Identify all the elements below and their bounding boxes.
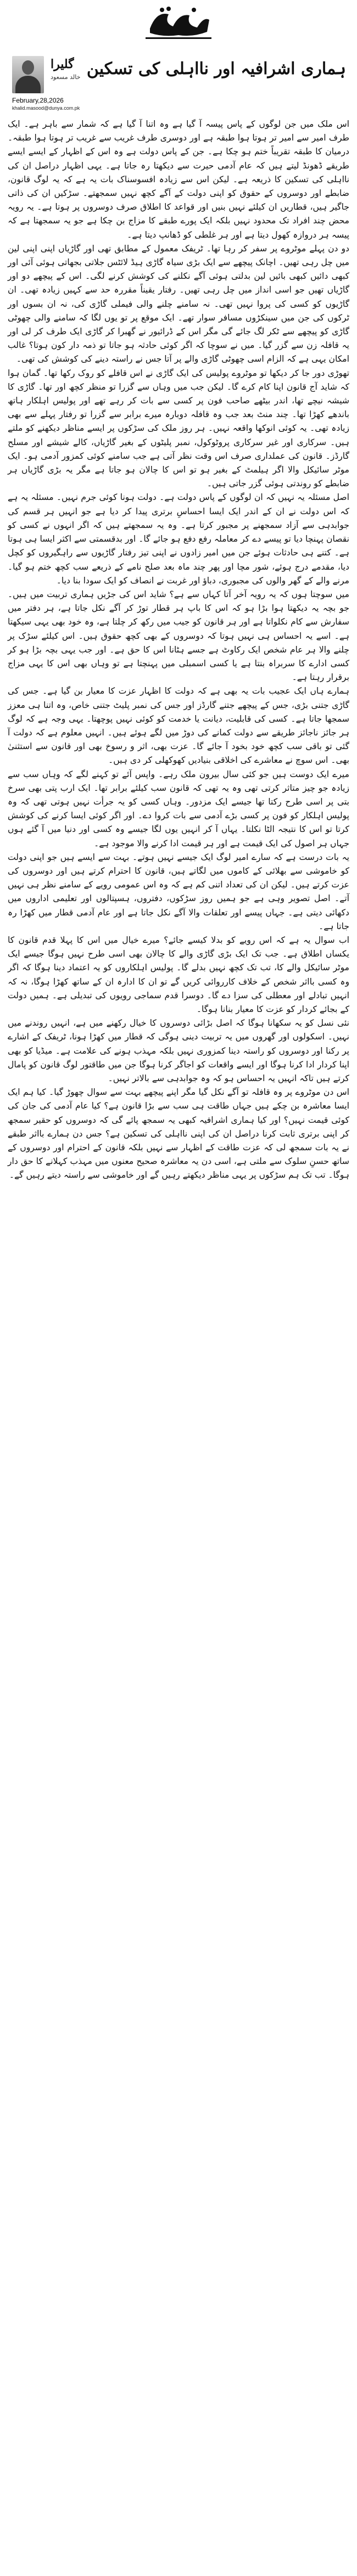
article-paragraph: یہ بات درست ہے کہ سارے امیر لوگ ایک جیسے نہیں ہوتے۔ بہت سے ایسے ہیں جو اپنی دولت کو خاموشی سے بھلائی کے کاموں میں لگاتے ہیں، قانون کا احترام کرتے ہیں اور دوسروں کی عزت کرتے ہیں۔ لیکن ان کی تعداد اتنی کم ہے کہ وہ اس عمومی رویے کے سامنے نظر ہی نہیں آتے۔ اصل تصویر وہی ہے جو ہمیں روز سڑکوں، دفتروں، ہسپتالوں اور تعلیمی اداروں میں دکھائی دیتی ہے۔ جہاں پیسے اور تعلقات والا آگے نکل جاتا ہے اور عام آدمی قطار میں کھڑا رہ جاتا ہے۔ — [8, 852, 349, 931]
author-name: خالد مسعود — [51, 74, 81, 81]
article-paragraph: اب سوال یہ ہے کہ اس رویے کو بدلا کیسے جائے؟ میرے خیال میں اس کا پہلا قدم قانون کا یکساں اطلاق ہے۔ جب تک ایک بڑی گاڑی والے کا چالان بھی اسی طرح نہیں ہوگا جیسے ایک موٹر سائیکل والے کا، تب تک کچھ نہیں بدلے گا۔ پولیس اہلکاروں کو یہ اعتماد دینا ہوگا کہ اگر وہ کسی بااثر شخص کے خلاف کارروائی کریں گے تو ان کا ادارہ ان کے ساتھ کھڑا ہوگا، نہ کہ انہیں تبادلے اور معطلی کی سزا دے گا۔ دوسرا قدم سماجی رویوں کی تبدیلی ہے۔ ہمیں دولت کے بجائے کردار کو عزت کا معیار بنانا ہوگا۔ — [8, 935, 349, 1014]
masthead — [8, 0, 349, 111]
publication-date: February,28,2026 — [12, 97, 64, 104]
author-photo — [12, 56, 44, 93]
article-paragraph: اصل مسئلہ یہ نہیں کہ ان لوگوں کے پاس دولت ہے۔ دولت ہونا کوئی جرم نہیں۔ مسئلہ یہ ہے کہ اس دولت نے ان کے اندر ایک ایسا احساسِ برتری پیدا کر دیا ہے جو انہیں ہر قسم کی جوابدہی سے آزاد سمجھنے پر مجبور کرتا ہے۔ وہ یہ سمجھتے ہیں کہ اگر انہوں نے کسی کو نقصان پہنچا دیا تو پیسے دے کر معاملہ رفع دفع ہو جائے گا۔ اور بدقسمتی سے اکثر ایسا ہی ہوتا ہے۔ کتنے ہی حادثات ہوئے جن میں امیر زادوں نے اپنی تیز رفتار گاڑیوں سے راہگیروں کو کچل دیا، مقدمے درج ہوئے، شور مچا اور پھر چند ماہ بعد صلح نامے کے ذریعے سب کچھ ختم ہو گیا۔ مرنے والے کے گھر والوں کی مجبوری، دباؤ اور غربت نے انصاف کو ایک سودا بنا دیا۔ — [8, 492, 349, 586]
article-paragraph: تھوڑی دور جا کر دیکھا تو موٹروے پولیس کی ایک گاڑی نے اس قافلے کو روک رکھا تھا۔ گمان ہوا کہ شاید آج قانون اپنا کام کرے گا۔ لیکن جب میں وہاں سے گزرا تو منظر کچھ اور تھا۔ گاڑی کا شیشہ نیچے تھا، اندر بیٹھے صاحب فون پر کسی سے بات کر رہے تھے اور پولیس اہلکار ہاتھ باندھے کھڑا تھا۔ چند منٹ بعد جب وہ قافلہ دوبارہ میرے برابر سے گزرا تو رفتار پہلے سے بھی زیادہ تھی۔ یہ کوئی انوکھا واقعہ نہیں۔ ہر روز ملک کی سڑکوں پر ایسے مناظر دیکھنے کو ملتے ہیں۔ سرکاری اور غیر سرکاری پروٹوکول، نمبر پلیٹوں کے بغیر گاڑیاں، کالے شیشے اور مسلح گارڈز۔ قانون کی عملداری صرف اس وقت نظر آتی ہے جب سامنے کوئی کمزور آدمی ہو۔ ایک موٹر سائیکل والا اگر ہیلمٹ کے بغیر ہو تو اس کا چالان ہو جاتا ہے مگر یہ بڑی گاڑیاں ہر ضابطے کو روندتی ہوئی گزر جاتی ہیں۔ — [8, 368, 349, 489]
article-paragraph: اس ملک میں جن لوگوں کے پاس پیسہ آ گیا ہے وہ اتنا آ گیا ہے کہ شمار سے باہر ہے۔ ایک طرف امیر سے امیر تر ہوتا ہوا طبقہ ہے اور دوسری طرف غریب سے غریب تر ہوتا ہوا طبقہ۔ درمیان کا طبقہ تقریباً ختم ہو چکا ہے۔ جن کے پاس دولت ہے وہ اس کے اظہار کے ایسے ایسے طریقے ڈھونڈ لیتے ہیں کہ عام آدمی حیرت سے دیکھتا رہ جاتا ہے۔ یہی اظہار دراصل ان کی نااہلی کی تسکین کا ذریعہ ہے۔ لیکن اس سے زیادہ افسوسناک بات یہ ہے کہ یہ لوگ قانون، ضابطے اور دوسروں کے حقوق کو اپنی دولت کے آگے کچھ نہیں سمجھتے۔ سڑکیں ان کی ذاتی جاگیر ہیں، قطاریں ان کیلئے نہیں بنیں اور قواعد کا اطلاق صرف دوسروں پر ہوتا ہے۔ یہ رویہ محض چند افراد تک محدود نہیں بلکہ ایک پورے طبقے کا مزاج بن چکا ہے جو یہ سمجھتا ہے کہ پیسہ ہر دروازہ کھول دیتا ہے اور ہر غلطی کو ڈھانپ دیتا ہے۔ — [8, 119, 349, 240]
article-paragraph: میں سوچتا ہوں کہ یہ رویہ آخر آتا کہاں سے ہے؟ شاید اس کی جڑیں ہماری تربیت میں ہیں۔ جو بچہ یہ دیکھتا ہوا بڑا ہو کہ اس کا باپ ہر قطار توڑ کر آگے نکل جاتا ہے، ہر دفتر میں سفارش سے کام نکلواتا ہے اور ہر قانون کو جیب میں رکھ کر چلتا ہے، وہ خود بھی یہی سیکھتا ہے۔ اسے یہ احساس ہی نہیں ہوتا کہ دوسروں کے بھی کچھ حقوق ہیں۔ اس کیلئے سڑک پر چلنے والا ہر عام شخص ایک رکاوٹ ہے جسے ہٹانا اس کا حق ہے۔ اور جب یہی بچہ بڑا ہو کر کسی ادارے کا سربراہ بنتا ہے یا کسی اسمبلی میں پہنچتا ہے تو وہاں بھی اس کا یہی مزاج برقرار رہتا ہے۔ — [8, 589, 349, 683]
article-paragraph: دو دن پہلے موٹروے پر سفر کر رہا تھا۔ ٹریفک معمول کے مطابق تھی اور گاڑیاں اپنی اپنی لین میں چل رہی تھیں۔ اچانک پیچھے سے ایک بڑی سیاہ گاڑی ہیڈ لائٹس جلاتی بجھاتی ہوئی آئی اور کبھی دائیں کبھی بائیں لین بدلتی ہوئی آگے نکلنے کی کوشش کرنے لگی۔ اس کے پیچھے دو اور گاڑیاں تھیں جو اسی انداز میں چل رہی تھیں۔ رفتار یقیناً مقررہ حد سے کہیں زیادہ تھی۔ ان گاڑیوں کو کسی کی پروا نہیں تھی۔ نہ سامنے چلنے والی فیملی گاڑی کی، نہ ان بسوں اور ٹرکوں کی جن میں سینکڑوں مسافر سوار تھے۔ ایک موقع پر تو یوں لگا کہ سامنے والی چھوٹی گاڑی کو پیچھے سے ٹکر لگ جائے گی مگر اس کے ڈرائیور نے گھبرا کر گاڑی ایک طرف کر لی اور یہ قافلہ زن سے گزر گیا۔ میں نے سوچا کہ اگر کوئی حادثہ ہو جاتا تو ذمہ دار کون ہوتا؟ غالب امکان یہی ہے کہ الزام اسی چھوٹی گاڑی والے پر آتا جس نے راستہ دینے کی کوشش کی تھی۔ — [8, 243, 349, 364]
dunya-newspaper-logo — [140, 3, 217, 44]
article-paragraph: نئی نسل کو یہ سکھانا ہوگا کہ اصل بڑائی دوسروں کا خیال رکھنے میں ہے، انہیں روندنے میں نہیں۔ اسکولوں اور گھروں میں یہ تربیت دینی ہوگی کہ قطار میں کھڑا ہونا، ٹریفک کے اشارے پر رکنا اور دوسروں کو راستہ دینا کمزوری نہیں بلکہ مہذب ہونے کی علامت ہے۔ میڈیا کو بھی اپنا کردار ادا کرنا ہوگا اور ایسے واقعات کو اجاگر کرنا ہوگا جن میں طاقتور لوگ قانون کو پامال کرتے ہیں تاکہ انہیں یہ احساس ہو کہ وہ جوابدہی سے بالاتر نہیں۔ — [8, 1018, 349, 1084]
column-name: گلیرا — [51, 57, 74, 71]
article-headline: ہماری اشرافیہ اور نااہلی کی تسکین — [86, 59, 346, 78]
article-paragraph: اس دن موٹروے پر وہ قافلہ تو آگے نکل گیا مگر اپنے پیچھے بہت سے سوال چھوڑ گیا۔ کیا ہم ایک ایسا معاشرہ بن چکے ہیں جہاں طاقت ہی سب سے بڑا قانون ہے؟ کیا عام آدمی کی جان کی کوئی قیمت نہیں؟ اور کیا ہماری اشرافیہ کبھی یہ سمجھ پائے گی کہ دوسروں کو حقیر سمجھ کر اپنی برتری ثابت کرنا دراصل ان کی اپنی نااہلی کی تسکین ہے؟ جس دن ہمارے بااثر طبقے نے یہ بات سمجھ لی کہ عزت طاقت کے اظہار سے نہیں بلکہ قانون کے احترام اور دوسروں کے ساتھ حسنِ سلوک سے ملتی ہے، اسی دن یہ معاشرہ صحیح معنوں میں مہذب کہلانے کا حق دار ہوگا۔ تب تک ہم سڑکوں پر یہی مناظر دیکھتے رہیں گے اور خاموشی سے راستہ دیتے رہیں گے۔ — [8, 1087, 349, 1180]
article-paragraph: ہمارے ہاں ایک عجیب بات یہ بھی ہے کہ دولت کا اظہار عزت کا معیار بن گیا ہے۔ جس کی گاڑی جتنی بڑی، جس کے پیچھے جتنے گارڈز اور جس کی نمبر پلیٹ جتنی خاص، وہ اتنا ہی معزز سمجھا جاتا ہے۔ کسی کی قابلیت، دیانت یا خدمت کو کوئی نہیں پوچھتا۔ یہی وجہ ہے کہ لوگ ہر جائز ناجائز طریقے سے دولت کمانے کی دوڑ میں لگے ہوئے ہیں۔ انہیں معلوم ہے کہ دولت آ گئی تو باقی سب کچھ خود بخود آ جائے گا۔ عزت بھی، اثر و رسوخ بھی اور قانون سے استثنیٰ بھی۔ اس سوچ نے معاشرے کی اخلاقی بنیادیں کھوکھلی کر دی ہیں۔ — [8, 686, 349, 766]
article-body — [8, 117, 349, 1183]
author-email: khalid.masood@dunya.com.pk — [12, 105, 80, 111]
article-paragraph: میرے ایک دوست ہیں جو کئی سال بیرون ملک رہے۔ واپس آئے تو کہنے لگے کہ وہاں سب سے زیادہ جو چیز متاثر کرتی تھی وہ یہ تھی کہ قانون سب کیلئے برابر تھا۔ ایک ارب پتی بھی سرخ بتی پر اسی طرح رکتا تھا جیسے ایک مزدور۔ وہاں کسی کو یہ جرأت نہیں ہوتی تھی کہ وہ پولیس اہلکار کو فون پر کسی بڑے آدمی سے بات کروا دے۔ اور اگر کوئی ایسا کرنے کی کوشش کرتا تو اس کا نتیجہ الٹا نکلتا۔ یہاں آ کر انہیں یوں لگا جیسے وہ کسی اور دنیا میں آ گئے ہوں جہاں ہر اصول کی ایک قیمت ہے اور ہر قیمت ادا کرنے والا موجود ہے۔ — [8, 769, 349, 848]
